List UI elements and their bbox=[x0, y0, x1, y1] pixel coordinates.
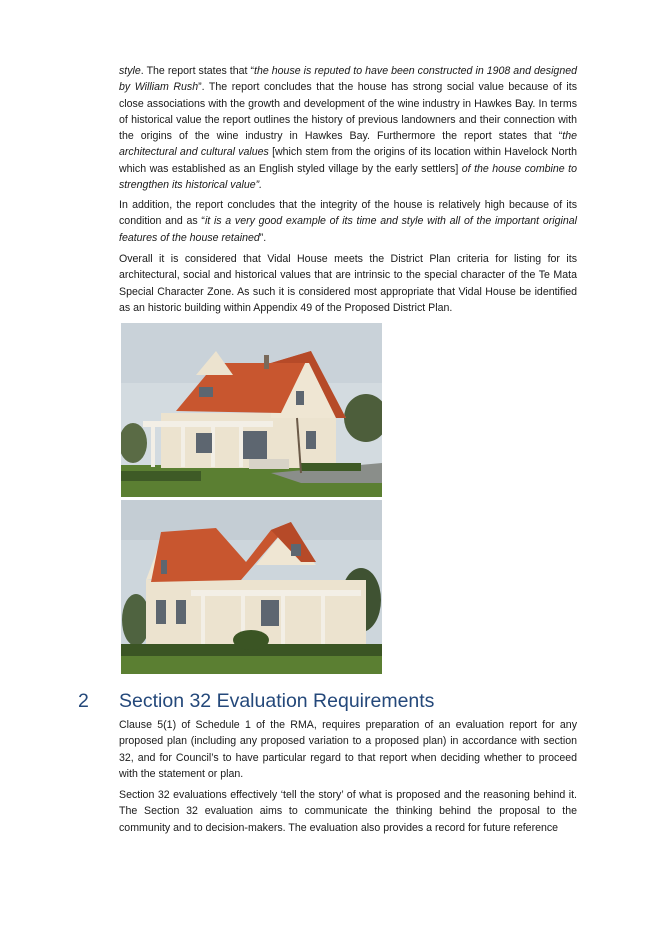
house-front-illustration bbox=[121, 323, 382, 497]
italic-quote: of the house combine to strengthen its historical value”. bbox=[119, 162, 577, 192]
paragraph-text: Section 32 evaluations effectively ‘tell the story’ of what is proposed and the reasoning behind it. The Section 32 evaluation aims to communicate the thinking behind the proposal to the community and to decision-makers. The evaluation also provides a record for future reference bbox=[119, 789, 577, 834]
paragraph-report-statement bbox=[119, 63, 577, 193]
paragraph-text: Clause 5(1) of Schedule 1 of the RMA, requires preparation of an evaluation report for any proposed plan (including any proposed variation to a proposed plan) in accordance with section 32, and for Council’s to have particular regard to that report when deciding whether to proceed with the statement or plan. bbox=[119, 719, 577, 780]
italic-quote: it is a very good example of its time and style with all of the important original features of the house retained bbox=[119, 215, 577, 244]
section-number: 2 bbox=[78, 690, 89, 712]
section-title: Section 32 Evaluation Requirements bbox=[119, 690, 435, 712]
text-span: [which stem from the origins of its location within Havelock North which was established as an English styled village by the early settlers] bbox=[119, 146, 577, 175]
house-side-illustration bbox=[121, 500, 382, 674]
italic-quote: the house is reputed to have been constructed in 1908 and designed by William Rush bbox=[119, 65, 577, 94]
paragraph-overall bbox=[119, 251, 577, 316]
text-span: In addition, the report concludes that the integrity of the house is relatively high because of its condition and as “ bbox=[119, 199, 577, 228]
text-span: . The report states that “ bbox=[140, 65, 255, 77]
house-photo-side bbox=[121, 500, 382, 674]
italic-text: style bbox=[119, 65, 141, 77]
paragraph-text bbox=[119, 63, 577, 193]
house-photo-front bbox=[121, 323, 382, 497]
paragraph-text bbox=[119, 197, 577, 246]
text-span: ”. The report concludes that the house has strong social value because of its close associations with the growth and development of the wine industry in Hawkes Bay. In terms of historical value the report outlines the history of previous landowners and their connection with the origins of the wine industry in Hawkes Bay. Furthermore the report states that “ bbox=[119, 81, 578, 143]
text-span: ”. bbox=[259, 231, 267, 244]
italic-quote: the architectural and cultural values bbox=[119, 130, 577, 159]
paragraph-clause bbox=[119, 717, 577, 782]
paragraph-text: Overall it is considered that Vidal House meets the District Plan criteria for listing for its architectural, social and historical values that are intrinsic to the special character of the Te Mata Special Character Zone. As such it is considered most appropriate that Vidal House be identified as an historic building within Appendix 49 of the Proposed District Plan. bbox=[119, 253, 577, 314]
paragraph-integrity bbox=[119, 197, 577, 246]
paragraph-evaluation bbox=[119, 787, 577, 836]
